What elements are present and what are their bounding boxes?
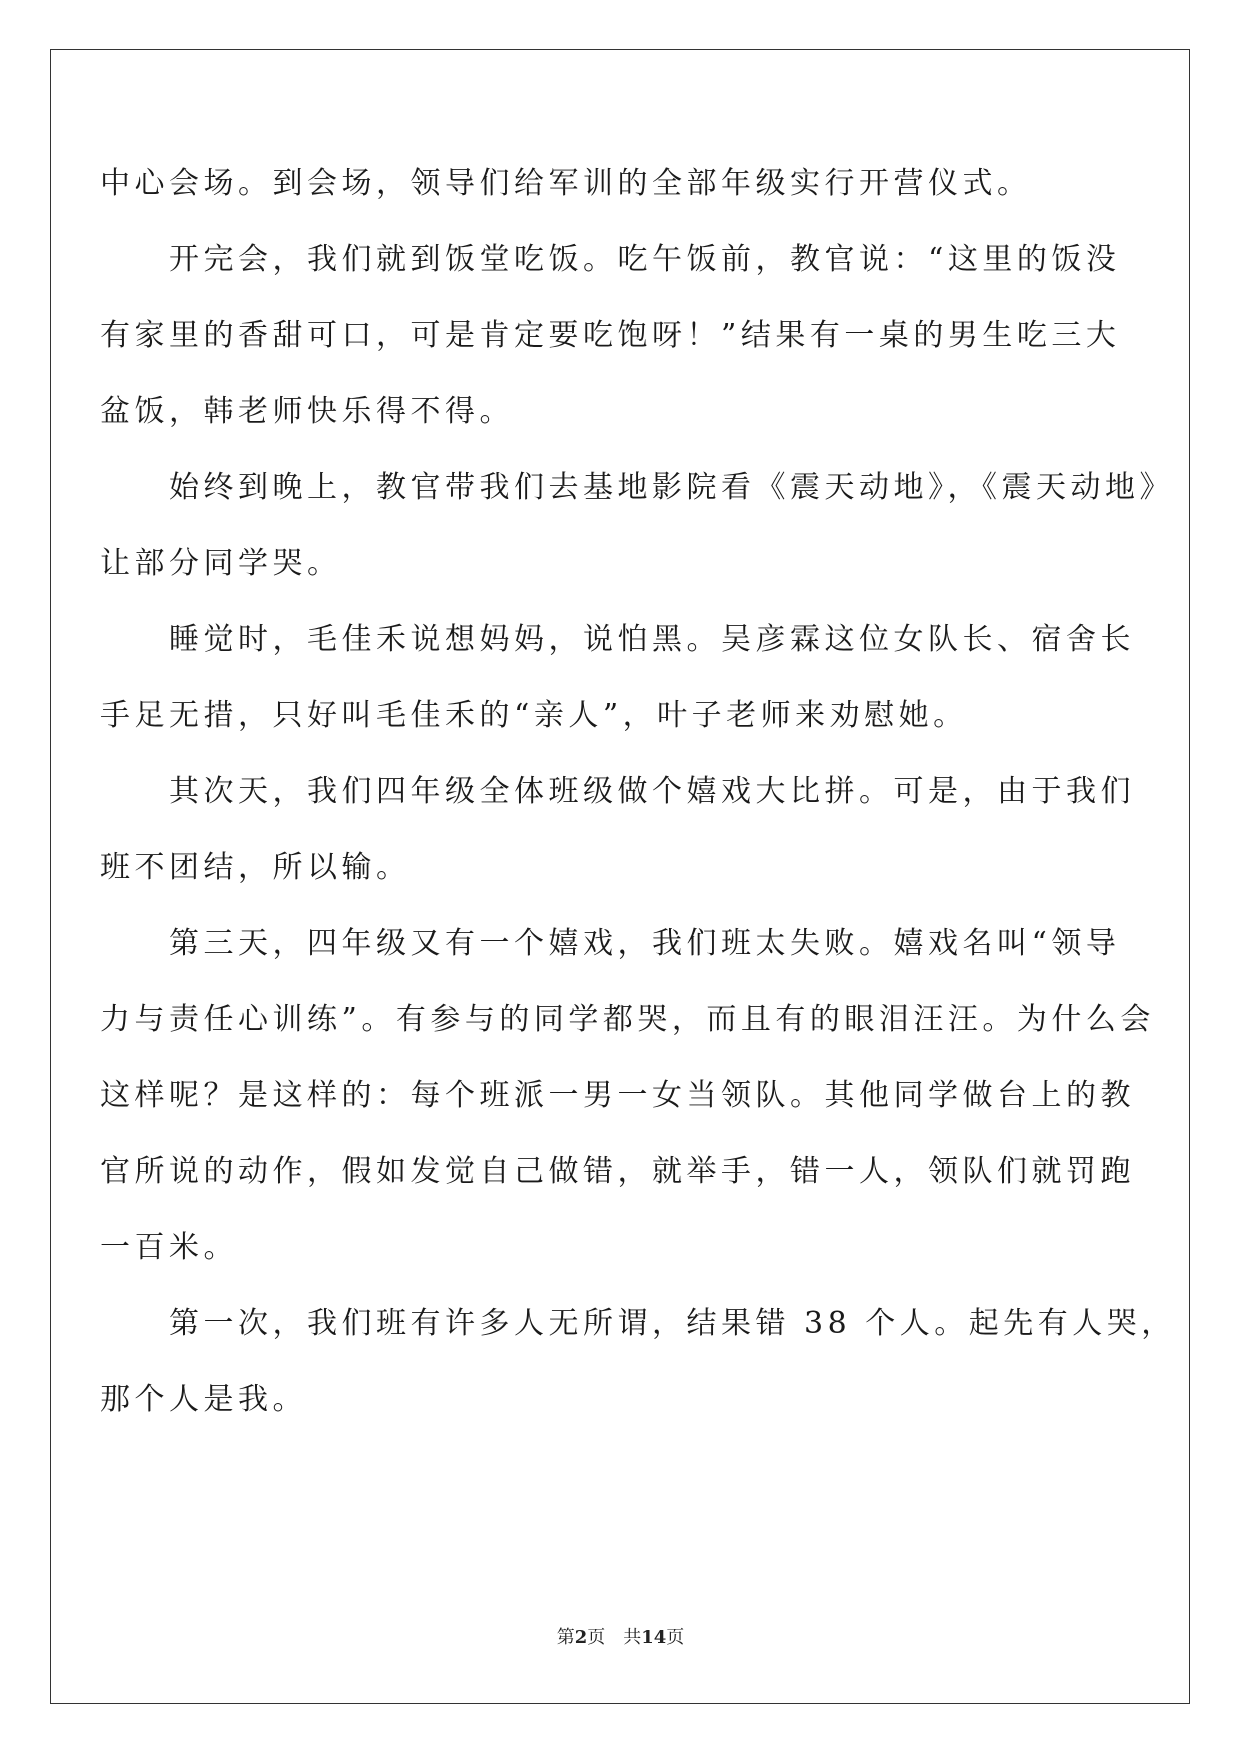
text-line: 盆饭，韩老师快乐得不得。 bbox=[100, 394, 514, 429]
total-prefix: 共 bbox=[623, 1627, 642, 1648]
text-line: 其次天，我们四年级全体班级做个嬉戏大比拼。可是，由于我们 bbox=[100, 774, 1135, 809]
text-line: 有家里的香甜可口，可是肯定要吃饱呀！”结果有一桌的男生吃三大 bbox=[100, 318, 1121, 353]
text-line: 那个人是我。 bbox=[100, 1382, 307, 1417]
page-suffix: 页 bbox=[587, 1627, 606, 1648]
text-line: 班不团结，所以输。 bbox=[100, 850, 411, 885]
text-line: 这样呢？是这样的：每个班派一男一女当领队。其他同学做台上的教 bbox=[100, 1078, 1135, 1113]
text-line: 第一次，我们班有许多人无所谓，结果错 38 个人。起先有人哭， bbox=[100, 1306, 1176, 1341]
page-footer bbox=[0, 1626, 1241, 1650]
text-line: 始终到晚上，教官带我们去基地影院看《震天动地》，《震天动地》 bbox=[100, 470, 1174, 505]
text-line: 中心会场。到会场，领导们给军训的全部年级实行开营仪式。 bbox=[100, 166, 1032, 201]
text-line: 第三天，四年级又有一个嬉戏，我们班太失败。嬉戏名叫“领导 bbox=[100, 926, 1121, 961]
total-pages: 14 bbox=[641, 1627, 667, 1648]
page-prefix: 第 bbox=[556, 1627, 575, 1648]
page-number: 2 bbox=[574, 1627, 588, 1648]
text-line: 一百米。 bbox=[100, 1230, 238, 1265]
text-line: 力与责任心训练”。有参与的同学都哭，而且有的眼泪汪汪。为什么会 bbox=[100, 1002, 1155, 1037]
text-line: 开完会，我们就到饭堂吃饭。吃午饭前，教官说：“这里的饭没 bbox=[100, 242, 1121, 277]
text-line: 让部分同学哭。 bbox=[100, 546, 342, 581]
text-line: 手足无措，只好叫毛佳禾的“亲人”，叶子老师来劝慰她。 bbox=[100, 698, 968, 733]
text-line: 官所说的动作，假如发觉自己做错，就举手，错一人，领队们就罚跑 bbox=[100, 1154, 1135, 1189]
total-suffix: 页 bbox=[666, 1627, 685, 1648]
text-line: 睡觉时，毛佳禾说想妈妈，说怕黑。吴彦霖这位女队长、宿舍长 bbox=[100, 622, 1135, 657]
